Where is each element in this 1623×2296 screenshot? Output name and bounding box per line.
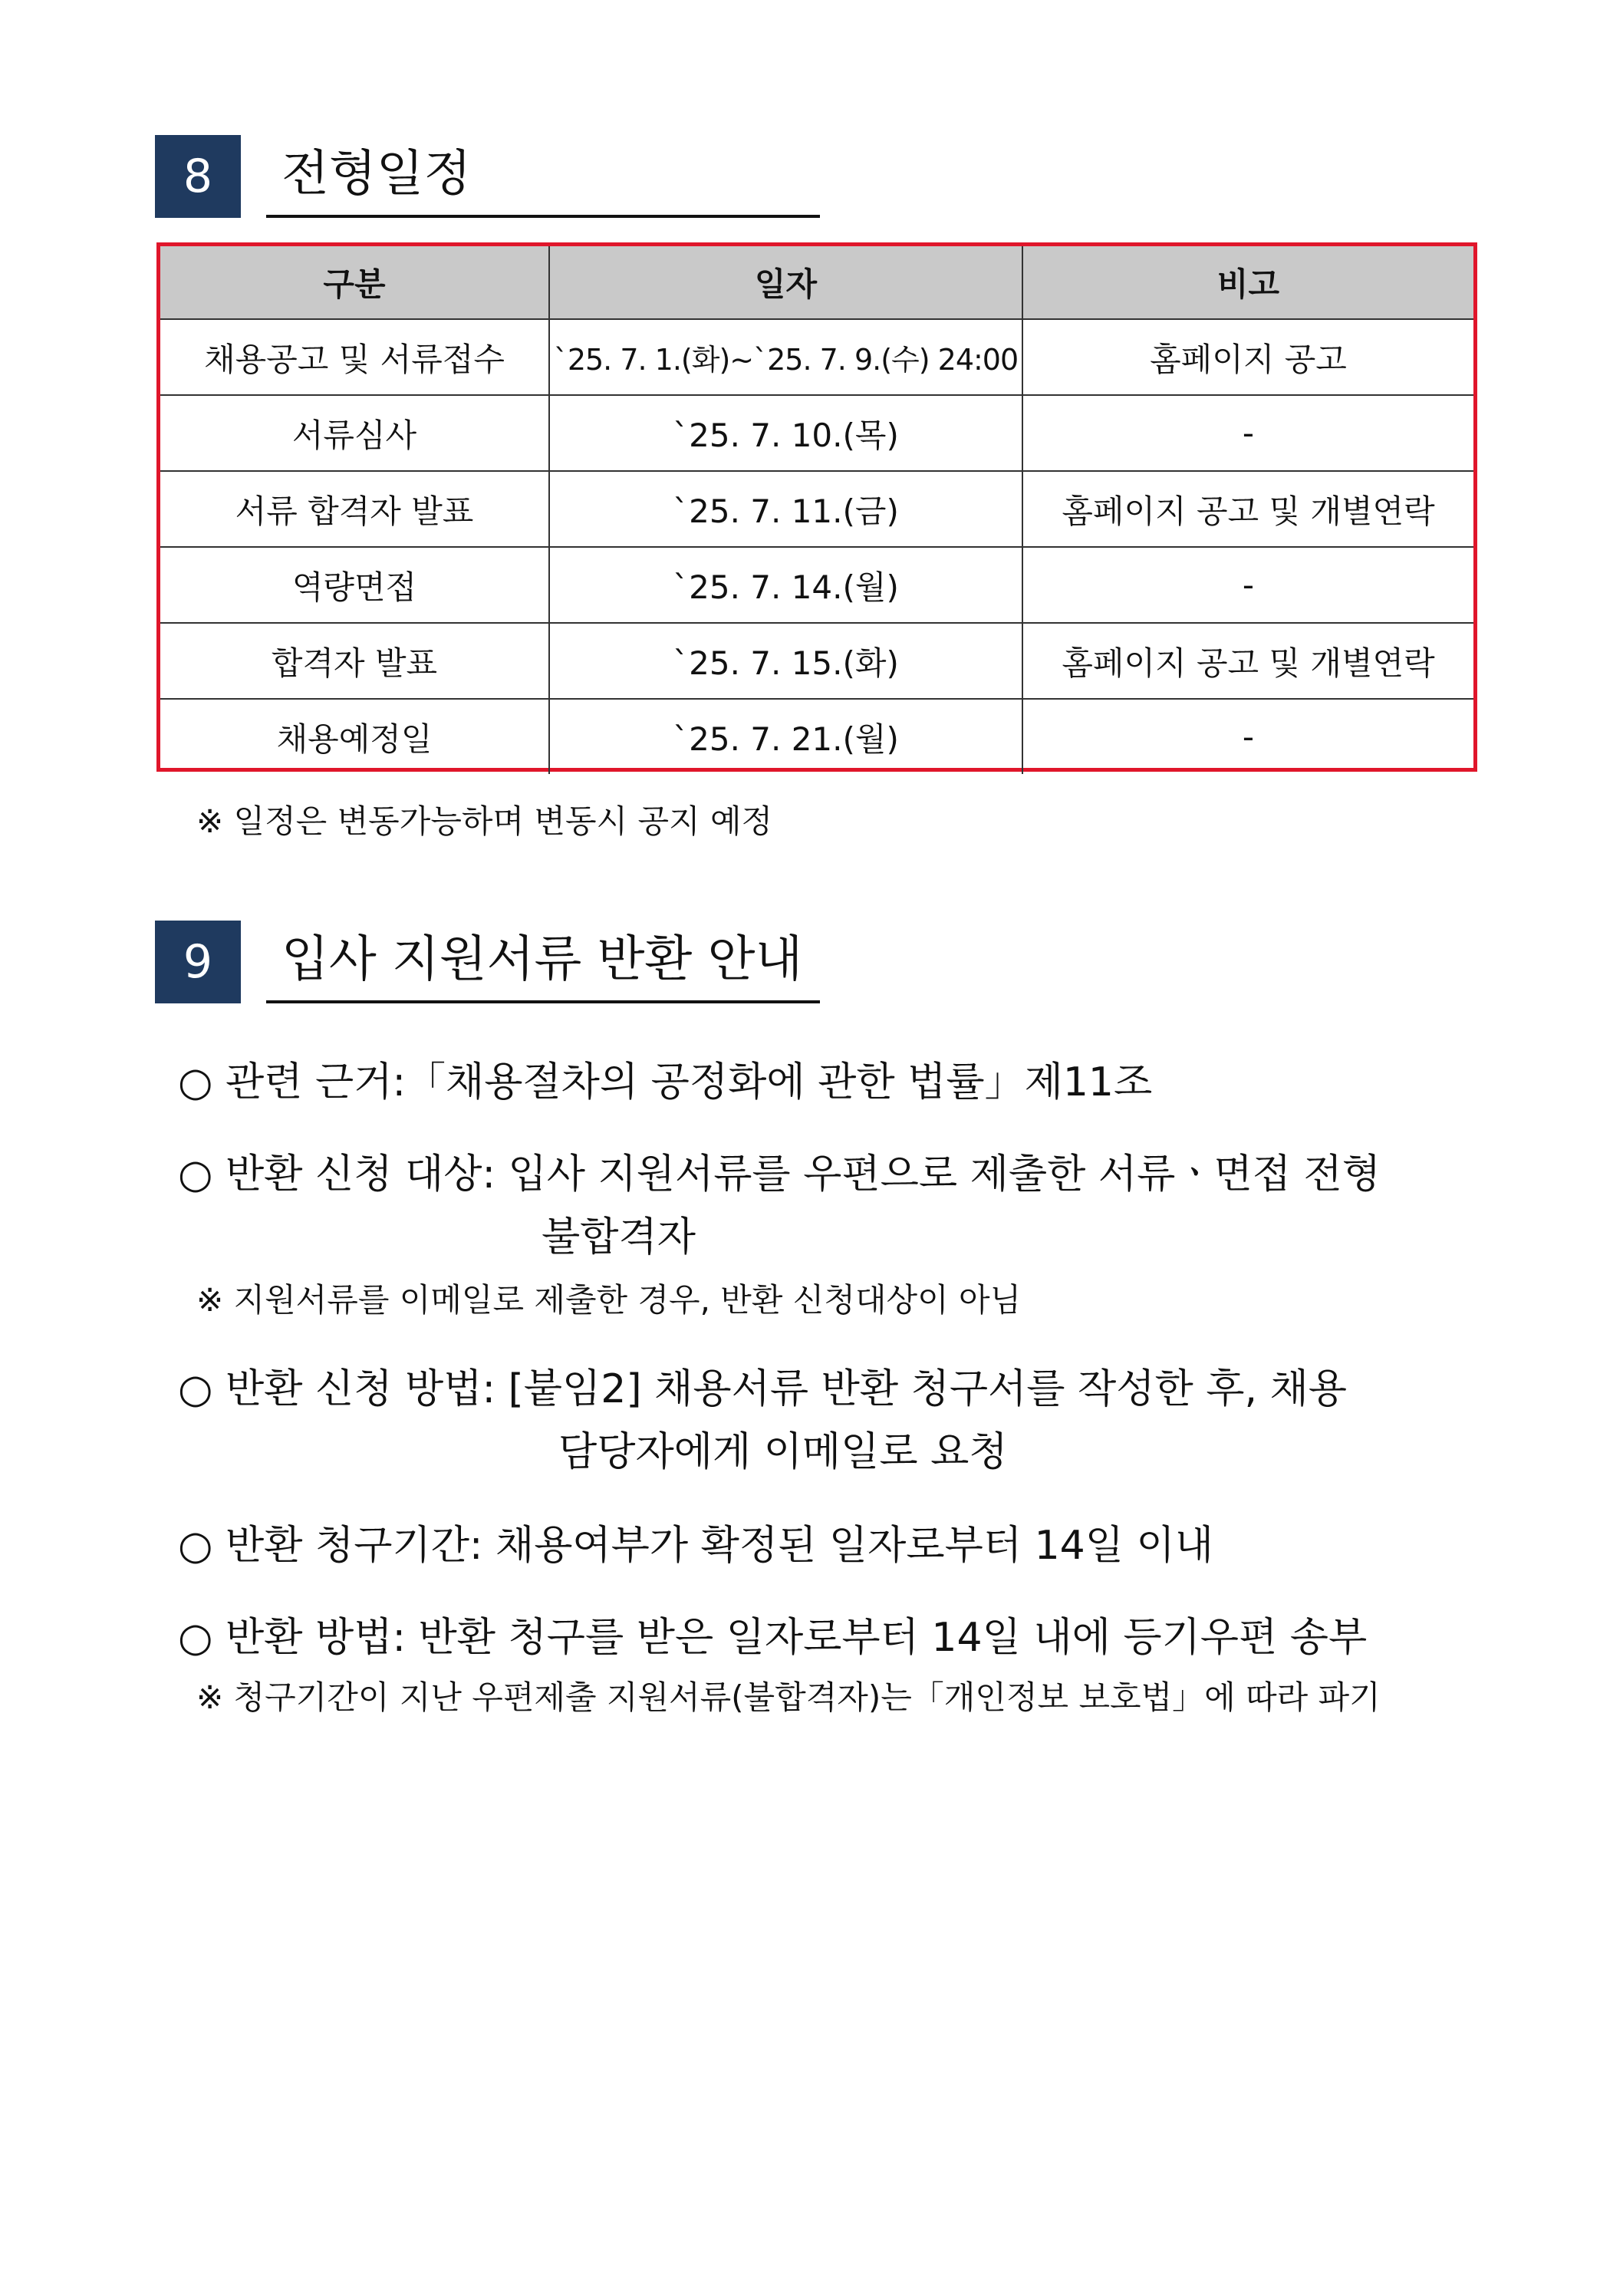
section-9-header bbox=[155, 921, 822, 1005]
method-text: 반환 신청 방법: [붙임2] 채용서류 반환 청구서를 작성한 후, 채용 bbox=[226, 1366, 1348, 1412]
period-text: 반환 청구기간: 채용여부가 확정된 일자로부터 14일 이내 bbox=[226, 1523, 1213, 1569]
circle-bullet-icon: ○ bbox=[178, 1523, 213, 1569]
cell-category: 채용예정일 bbox=[160, 699, 549, 774]
cell-category: 역량면접 bbox=[160, 547, 549, 623]
cell-remark: 홈페이지 공고 및 개별연락 bbox=[1022, 471, 1473, 547]
cell-category: 서류심사 bbox=[160, 395, 549, 471]
table-row bbox=[160, 395, 1473, 471]
cell-date: `25. 7. 15.(화) bbox=[549, 623, 1022, 699]
table-row bbox=[160, 471, 1473, 547]
cell-date: `25. 7. 10.(목) bbox=[549, 395, 1022, 471]
final-note: ※ 청구기간이 지난 우편제출 지원서류(불합격자)는「개인정보 보호법」에 따라 파기 bbox=[196, 1678, 1381, 1716]
target-text-continued: 불합격자 bbox=[542, 1214, 696, 1260]
section-number: 9 bbox=[155, 921, 241, 1003]
section-8-header bbox=[155, 135, 822, 219]
title-underline bbox=[266, 1000, 820, 1003]
cell-date: `25. 7. 11.(금) bbox=[549, 471, 1022, 547]
cell-category: 채용공고 및 서류접수 bbox=[160, 319, 549, 395]
circle-bullet-icon: ○ bbox=[178, 1151, 213, 1197]
table-row bbox=[160, 547, 1473, 623]
cell-remark: 홈페이지 공고 및 개별연락 bbox=[1022, 623, 1473, 699]
target-text: 반환 신청 대상: 입사 지원서류를 우편으로 제출한 서류ㆍ면접 전형 bbox=[226, 1151, 1381, 1197]
cell-remark: - bbox=[1022, 699, 1473, 774]
bullet-period bbox=[178, 1513, 1213, 1570]
return-method-text: 반환 방법: 반환 청구를 받은 일자로부터 14일 내에 등기우편 송부 bbox=[226, 1615, 1368, 1661]
schedule-note: ※ 일정은 변동가능하며 변동시 공지 예정 bbox=[196, 802, 773, 840]
bullet-basis bbox=[178, 1049, 1152, 1107]
section-title: 전형일정 bbox=[281, 146, 472, 203]
cell-date: `25. 7. 21.(월) bbox=[549, 699, 1022, 774]
basis-text: 관련 근거:「채용절차의 공정화에 관한 법률」제11조 bbox=[226, 1059, 1153, 1105]
table-row bbox=[160, 699, 1473, 774]
cell-date: `25. 7. 14.(월) bbox=[549, 547, 1022, 623]
cell-remark: - bbox=[1022, 547, 1473, 623]
method-text-continued: 담당자에게 이메일로 요청 bbox=[558, 1429, 1008, 1475]
table-row bbox=[160, 623, 1473, 699]
cell-remark: - bbox=[1022, 395, 1473, 471]
bullet-target bbox=[178, 1141, 1381, 1199]
table-row bbox=[160, 319, 1473, 395]
header-remark: 비고 bbox=[1022, 246, 1473, 319]
cell-date: `25. 7. 1.(화)~`25. 7. 9.(수) 24:00 bbox=[549, 319, 1022, 395]
section-title: 입사 지원서류 반환 안내 bbox=[281, 931, 803, 988]
circle-bullet-icon: ○ bbox=[178, 1615, 213, 1661]
title-underline bbox=[266, 215, 820, 218]
cell-category: 합격자 발표 bbox=[160, 623, 549, 699]
bullet-method bbox=[178, 1356, 1347, 1414]
bullet-return-method bbox=[178, 1605, 1367, 1662]
table-header-row bbox=[160, 246, 1473, 319]
schedule-table bbox=[156, 242, 1477, 772]
cell-category: 서류 합격자 발표 bbox=[160, 471, 549, 547]
header-date: 일자 bbox=[549, 246, 1022, 319]
target-note: ※ 지원서류를 이메일로 제출한 경우, 반환 신청대상이 아님 bbox=[196, 1281, 1022, 1319]
header-category: 구분 bbox=[160, 246, 549, 319]
circle-bullet-icon: ○ bbox=[178, 1059, 213, 1105]
cell-remark: 홈페이지 공고 bbox=[1022, 319, 1473, 395]
circle-bullet-icon: ○ bbox=[178, 1366, 213, 1412]
section-number: 8 bbox=[155, 135, 241, 218]
